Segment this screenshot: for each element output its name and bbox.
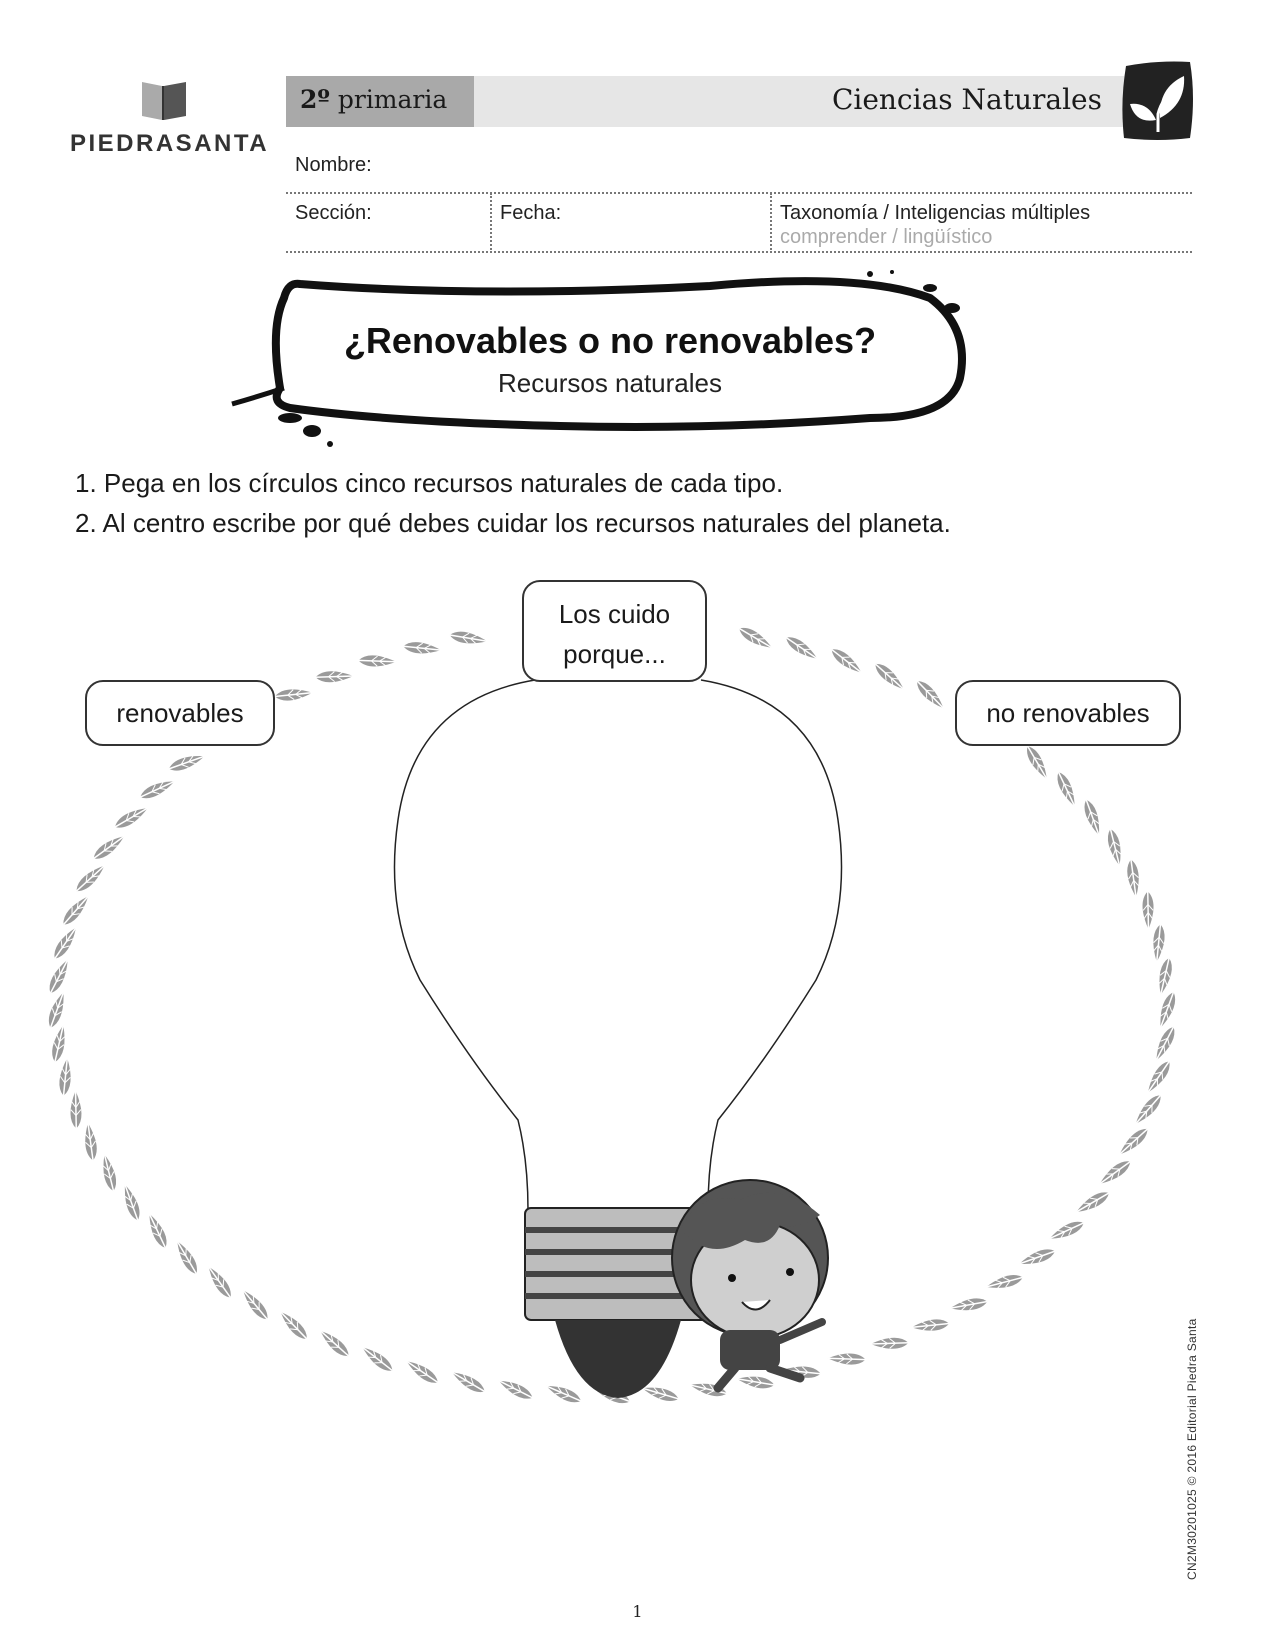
leaf-icon — [1073, 1188, 1111, 1217]
leaf-icon — [1023, 743, 1052, 781]
leaf-icon — [1105, 828, 1125, 868]
leaf-icon — [736, 624, 774, 653]
leaf-icon — [949, 1296, 988, 1314]
leaf-icon — [827, 1353, 865, 1365]
leaf-icon — [144, 1211, 170, 1250]
section-label: Sección: — [295, 202, 372, 224]
child-character — [672, 1180, 828, 1388]
leaf-icon — [172, 1238, 201, 1276]
leaf-icon — [99, 1153, 119, 1193]
leaf-icon — [70, 1090, 82, 1128]
leaf-icon — [1096, 1157, 1133, 1188]
divider — [770, 193, 772, 250]
leaf-icon — [138, 776, 177, 802]
grade-word: primaria — [337, 85, 448, 114]
leaf-icon — [317, 1327, 353, 1361]
leaf-icon — [358, 655, 396, 667]
leaf-icon — [1131, 1092, 1164, 1128]
center-label — [522, 580, 707, 682]
instruction-2: 2. Al centro escribe por qué debes cuidar los recursos naturales del planeta. — [75, 508, 951, 538]
leaf-icon — [58, 1057, 73, 1096]
leaf-icon — [985, 1272, 1025, 1292]
leaf-icon — [641, 1383, 681, 1404]
leaf-icon — [872, 660, 908, 694]
copyright-note: CN2M30201025 © 2016 Editorial Piedra Santa — [1185, 1318, 1199, 1580]
name-label: Nombre: — [295, 154, 372, 176]
page-subtitle: Recursos naturales — [498, 368, 722, 398]
leaf-icon — [46, 957, 73, 996]
leaf-icon — [911, 1318, 950, 1333]
leaf-icon — [1155, 957, 1174, 996]
leaf-icon — [239, 1287, 272, 1323]
leaf-icon — [83, 1122, 99, 1161]
leaf-icon — [90, 832, 127, 863]
publisher-logo — [68, 72, 270, 167]
leaf-icon — [120, 1183, 143, 1222]
page-title: ¿Renovables o no renovables? — [343, 320, 877, 361]
leaf-icon — [59, 892, 92, 928]
leaf-icon — [1017, 1246, 1056, 1269]
grade-number: 2º — [300, 85, 330, 114]
divider — [286, 251, 1192, 253]
leaf-icon — [1142, 891, 1154, 929]
subject-title: Ciencias Naturales — [831, 83, 1102, 116]
grade-box — [286, 76, 474, 127]
leaf-icon — [828, 645, 865, 677]
center-label-line2: porque... — [563, 639, 666, 669]
publisher-name: PIEDRASANTA — [70, 130, 270, 157]
leaf-icon — [50, 1024, 69, 1063]
leaf-icon — [1155, 990, 1178, 1029]
divider — [286, 192, 1192, 194]
leaf-icon — [544, 1381, 583, 1406]
leaf-icon — [1151, 1024, 1178, 1063]
leaf-icon — [359, 1343, 396, 1375]
book-icon — [140, 76, 190, 124]
leaf-icon — [1047, 1218, 1086, 1244]
leaf-icon — [1143, 1058, 1174, 1096]
leaf-icon — [496, 1376, 535, 1403]
instruction-1: 1. Pega en los círculos cinco recursos naturales de cada tipo. — [75, 468, 784, 498]
leaf-icon — [204, 1264, 235, 1301]
leaf-icon — [783, 633, 821, 663]
center-label-line1: Los cuido — [558, 599, 671, 629]
leaf-icon — [449, 1368, 487, 1397]
leaf-icon — [913, 677, 947, 712]
leaf-icon — [277, 1308, 311, 1343]
renewable-label: renovables — [85, 680, 275, 746]
leaf-icon — [403, 641, 442, 656]
leaf-icon — [45, 990, 68, 1029]
leaf-icon — [50, 924, 81, 962]
leaf-icon — [449, 630, 488, 647]
leaf-icon — [1054, 770, 1080, 809]
leaf-icon — [73, 861, 109, 895]
leaf-icon — [112, 803, 150, 832]
leaf-icon — [736, 1373, 775, 1390]
leaf-icon — [1126, 859, 1142, 898]
leaf-icon — [870, 1337, 908, 1349]
non-renewable-label: no renovables — [955, 680, 1181, 746]
leaf-icon — [315, 671, 353, 683]
leaf-icon — [1151, 924, 1166, 963]
leaf-icon — [274, 687, 313, 702]
leaf-icon — [167, 751, 206, 774]
date-label: Fecha: — [500, 202, 562, 224]
page-number: 1 — [632, 1602, 643, 1621]
leaf-icon — [1118, 58, 1198, 144]
brush-frame — [230, 268, 990, 458]
grade-label — [300, 85, 447, 114]
subject-band — [474, 76, 1124, 127]
taxonomy-label: Taxonomía / Inteligencias múltiples — [780, 202, 1091, 224]
leaf-icon — [1116, 1125, 1152, 1159]
taxonomy-value: comprender / lingüístico — [780, 226, 993, 248]
bulb-outline — [394, 680, 841, 1210]
leaf-icon — [403, 1357, 441, 1387]
divider — [490, 193, 492, 250]
title-banner — [230, 268, 990, 458]
leaf-icon — [1081, 798, 1104, 837]
